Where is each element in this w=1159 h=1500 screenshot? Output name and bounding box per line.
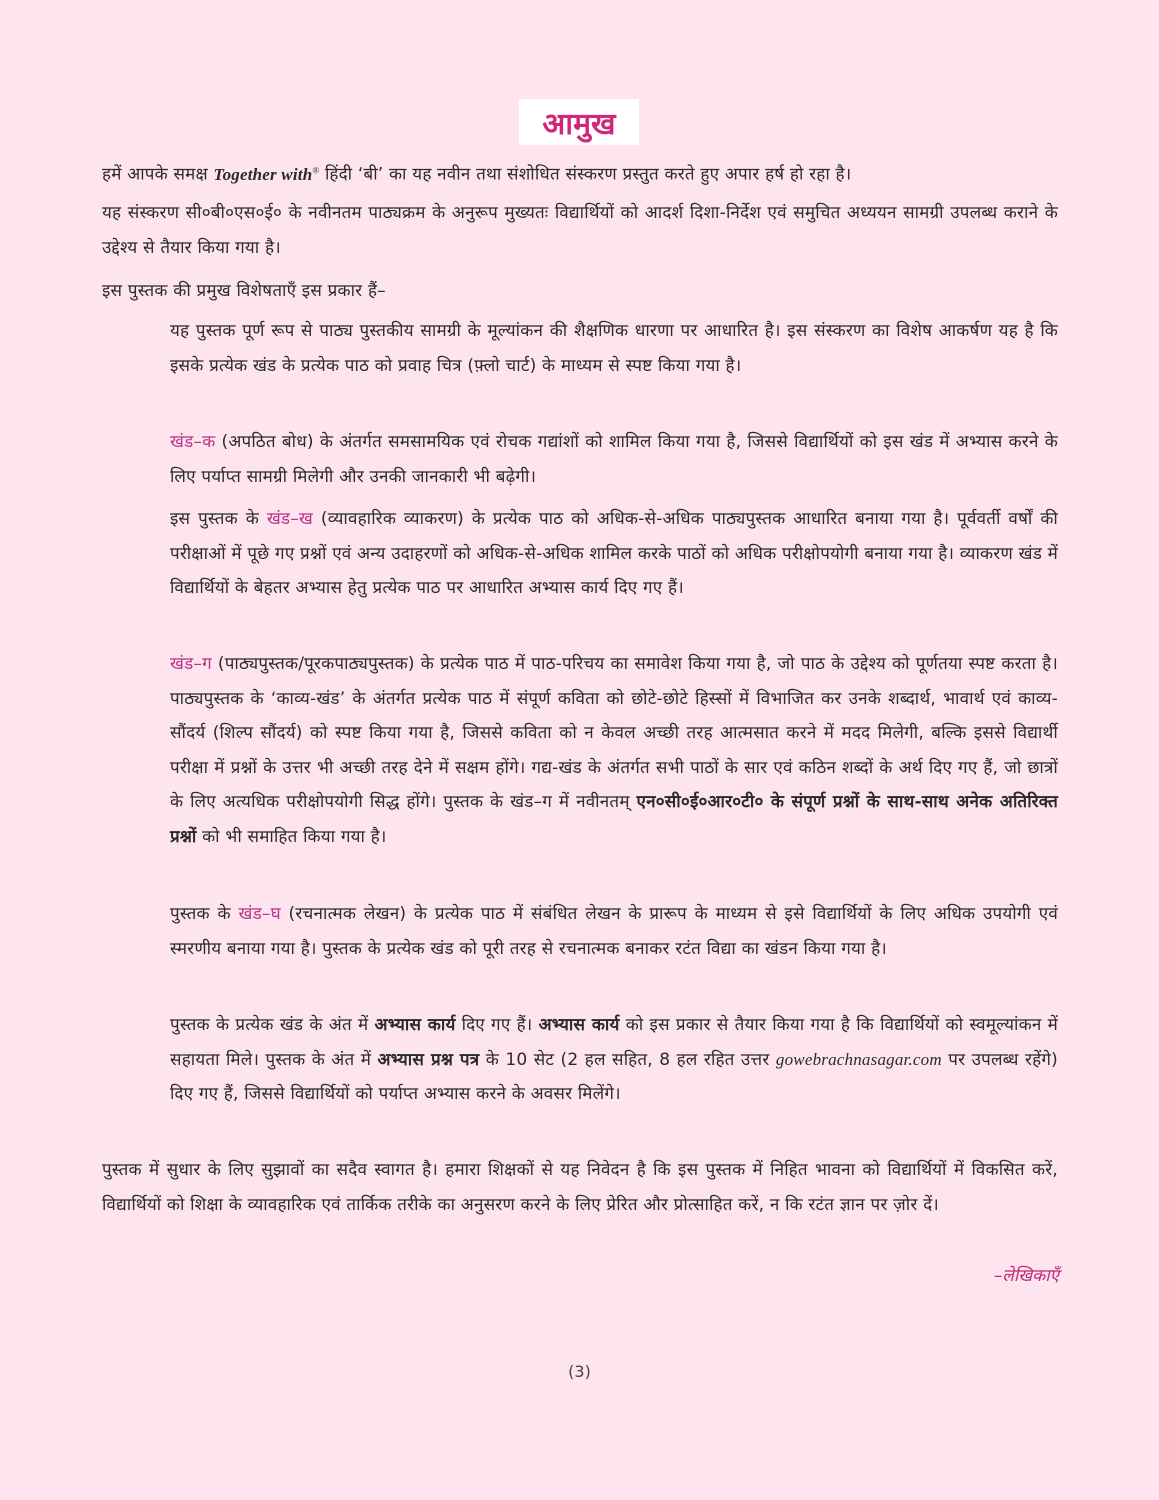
feature-bold-text: अभ्यास कार्य <box>374 1015 456 1035</box>
feature-paragraph-6 <box>170 1008 1058 1112</box>
feature-text: को इस प्रकार से तैयार किया गया है कि विद्यार्थियों को स्वमूल्यांकन में सहायता मिले। पुस्तक के अंत में <box>170 1015 1059 1070</box>
feature-paragraph-3 <box>170 502 1058 606</box>
feature-text: पुस्तक के <box>170 904 239 924</box>
feature-text: को भी समाहित किया गया है। <box>196 826 387 847</box>
registered-mark: ® <box>312 165 320 175</box>
section-label-ga: खंड–ग <box>170 654 212 674</box>
feature-text: पर उपलब्ध रहेंगे) दिए गए हैं, जिससे विद्यार्थियों को पर्याप्त अभ्यास करने के अवसर मिलेंगे। <box>170 1049 1059 1104</box>
page-title-box <box>519 99 639 145</box>
feature-paragraph-2 <box>170 425 1058 494</box>
feature-paragraph-4 <box>170 647 1058 854</box>
feature-paragraph-5 <box>170 897 1058 966</box>
website-link[interactable]: gowebrachnasagar.com <box>775 1049 942 1069</box>
closing-paragraph: पुस्तक में सुधार के लिए सुझावों का सदैव स्वागत है। हमारा शिक्षकों से यह निवेदन है कि इस पुस्तक में निहित भावना को विद्यार्थियों में विकसित करें, विद्यार्थियों को शिक्षा के व्यावहारिक एवं तार्किक तरीके का अनुसरण करने के लिए प्रेरित और प्रोत्साहित करें, न कि रटंत ज्ञान पर ज़ोर दें। <box>102 1160 1058 1215</box>
intro-text: हिंदी ‘बी’ का यह नवीन तथा संशोधित संस्करण प्रस्तुत करते हुए अपार हर्ष हो रहा है। <box>325 164 852 185</box>
feature-bold-text: अभ्यास प्रश्न पत्र <box>377 1049 480 1070</box>
feature-text: (अपठित बोध) के अंतर्गत समसामयिक एवं रोचक गद्यांशों को शामिल किया गया है, जिससे विद्यार्थियों को इस खंड में अभ्यास करने के लिए पर्याप्त सामग्री मिलेगी और उनकी जानकारी भी बढ़ेगी। <box>170 432 1058 487</box>
page-number: (3) <box>568 1362 591 1381</box>
feature-bold-text: एन०सी०ई०आर०टी० के संपूर्ण प्रश्नों के साथ-साथ अनेक अतिरिक्त प्रश्नों <box>170 792 1058 847</box>
feature-text: दिए गए हैं। <box>455 1015 539 1035</box>
feature-paragraph-1: यह पुस्तक पूर्ण रूप से पाठ्य पुस्तकीय सामग्री के मूल्यांकन की शैक्षणिक धारणा पर आधारित है। इस संस्करण का विशेष आकर्षण यह है कि इसके प्रत्येक खंड के प्रत्येक पाठ को प्रवाह चित्र (फ़्लो चार्ट) के माध्यम से स्पष्ट किया गया है। <box>170 321 1058 376</box>
page-title: आमुख <box>542 106 616 142</box>
feature-bold-text: अभ्यास कार्य <box>538 1015 620 1035</box>
section-label-ka: खंड–क <box>170 432 216 452</box>
brand-logo-text <box>214 165 320 184</box>
feature-text: के 10 सेट (2 हल सहित, 8 हल रहित उत्तर <box>479 1049 776 1070</box>
section-label-gha: खंड–घ <box>238 904 281 924</box>
feature-text: (पाठ्यपुस्तक/पूरकपाठ्यपुस्तक) के प्रत्येक पाठ में पाठ-परिचय का समावेश किया गया है, जो पाठ के उद्देश्य को पूर्णतया स्पष्ट करता है। पाठ्यपुस्तक के ‘काव्य-खंड’ के अंतर्गत प्रत्येक पाठ में संपूर्ण कविता को छोटे-छोटे हिस्सों में विभाजित कर उनके शब्दार्थ, भावार्थ एवं काव्य-सौंदर्य (शिल्प सौंदर्य) को स्पष्ट किया गया है, जिससे कविता को न केवल अच्छी तरह आत्मसात करने में मदद मिलेगी, बल्कि इससे विद्यार्थी परीक्षा में प्रश्नों के उत्तर भी अच्छी तरह देने में सक्षम होंगे। गद्य-खंड के अंतर्गत सभी पाठों के सार एवं कठिन शब्दों के अर्थ दिए गए हैं, जो छात्रों के लिए अत्यधिक परीक्षोपयोगी सिद्ध होंगे। पुस्तक के खंड–ग में नवीनतम् <box>170 654 1058 812</box>
intro-paragraph-3: इस पुस्तक की प्रमुख विशेषताएँ इस प्रकार हैं– <box>102 281 386 301</box>
feature-text: पुस्तक के प्रत्येक खंड के अंत में <box>170 1015 375 1035</box>
brand-name: Together with <box>213 164 313 184</box>
feature-text: इस पुस्तक के <box>170 509 267 529</box>
intro-paragraph-2: यह संस्करण सी०बी०एस०ई० के नवीनतम पाठ्यक्रम के अनुरूप मुख्यतः विद्यार्थियों को आदर्श दिशा-निर्देश एवं समुचित अध्ययन सामग्री उपलब्ध कराने के उद्देश्य से तैयार किया गया है। <box>102 203 1058 258</box>
feature-text: (व्यावहारिक व्याकरण) के प्रत्येक पाठ को अधिक-से-अधिक पाठ्यपुस्तक आधारित बनाया गया है। पूर्ववर्ती वर्षों की परीक्षाओं में पूछे गए प्रश्नों एवं अन्य उदाहरणों को अधिक-से-अधिक शामिल करके पाठों को अधिक परीक्षोपयोगी बनाया गया है। व्याकरण खंड में विद्यार्थियों के बेहतर अभ्यास हेतु प्रत्येक पाठ पर आधारित अभ्यास कार्य दिए गए हैं। <box>170 509 1059 598</box>
feature-text: (रचनात्मक लेखन) के प्रत्येक पाठ में संबंधित लेखन के प्रारूप के माध्यम से इसे विद्यार्थियों के लिए अधिक उपयोगी एवं स्मरणीय बनाया गया है। पुस्तक के प्रत्येक खंड को पूरी तरह से रचनात्मक बनाकर रटंत विद्या का खंडन किया गया है। <box>170 904 1058 959</box>
intro-text: हमें आपके समक्ष <box>102 164 208 185</box>
signature: –लेखिकाएँ <box>993 1266 1059 1286</box>
intro-paragraph-1 <box>102 153 1058 192</box>
section-label-kha: खंड–ख <box>266 509 314 529</box>
